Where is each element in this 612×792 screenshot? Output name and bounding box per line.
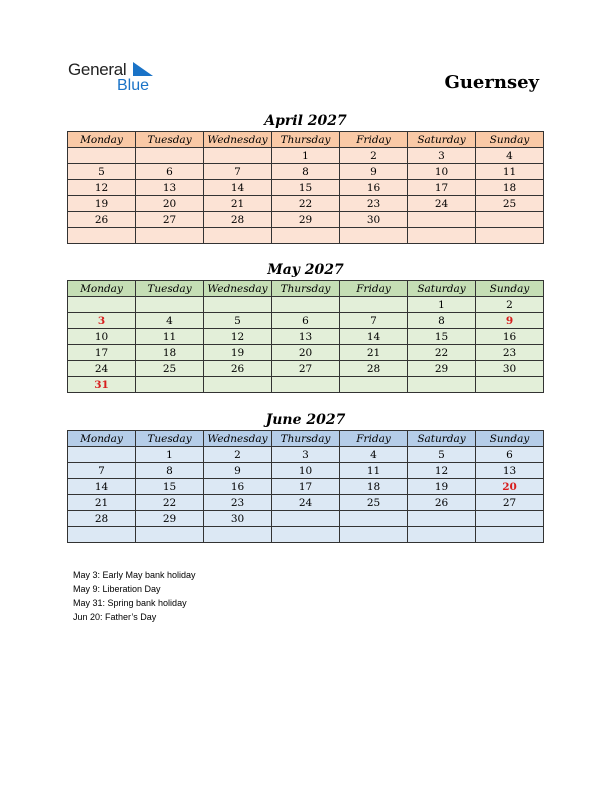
- empty-day-cell: [68, 527, 136, 543]
- day-cell: 8: [408, 313, 476, 329]
- empty-day-cell: [136, 377, 204, 393]
- day-cell: 27: [272, 361, 340, 377]
- empty-day-cell: [340, 377, 408, 393]
- empty-day-cell: [476, 228, 544, 244]
- day-cell: 17: [68, 345, 136, 361]
- day-cell: 23: [340, 196, 408, 212]
- logo-triangle-icon: [133, 62, 153, 76]
- weekday-header: Monday: [68, 281, 136, 297]
- day-cell: 3: [68, 313, 136, 329]
- empty-day-cell: [204, 297, 272, 313]
- day-cell: 9: [340, 164, 408, 180]
- day-cell: 21: [340, 345, 408, 361]
- day-cell: 9: [476, 313, 544, 329]
- weekday-header: Saturday: [408, 431, 476, 447]
- month-calendar: [67, 261, 544, 393]
- day-cell: 11: [136, 329, 204, 345]
- empty-day-cell: [272, 297, 340, 313]
- day-cell: 23: [476, 345, 544, 361]
- week-row: [68, 297, 544, 313]
- calendar-grid: [67, 131, 544, 244]
- day-cell: 15: [408, 329, 476, 345]
- brand-logo: [68, 60, 168, 96]
- day-cell: 26: [204, 361, 272, 377]
- day-cell: 17: [408, 180, 476, 196]
- weekday-header: Monday: [68, 431, 136, 447]
- day-cell: 25: [136, 361, 204, 377]
- day-cell: 5: [204, 313, 272, 329]
- empty-day-cell: [68, 148, 136, 164]
- day-cell: 5: [408, 447, 476, 463]
- weekday-header: Wednesday: [204, 431, 272, 447]
- day-cell: 2: [340, 148, 408, 164]
- day-cell: 27: [476, 495, 544, 511]
- day-cell: 30: [476, 361, 544, 377]
- month-title: May 2027: [267, 262, 344, 278]
- empty-day-cell: [204, 377, 272, 393]
- day-cell: 8: [272, 164, 340, 180]
- weekday-header: Thursday: [272, 431, 340, 447]
- day-cell: 6: [272, 313, 340, 329]
- day-cell: 24: [408, 196, 476, 212]
- day-cell: 13: [272, 329, 340, 345]
- day-cell: 18: [136, 345, 204, 361]
- day-cell: 20: [272, 345, 340, 361]
- week-row: [68, 180, 544, 196]
- week-row: [68, 164, 544, 180]
- day-cell: 17: [272, 479, 340, 495]
- day-cell: 19: [408, 479, 476, 495]
- day-cell: 27: [136, 212, 204, 228]
- day-cell: 10: [272, 463, 340, 479]
- weekday-header: Wednesday: [204, 132, 272, 148]
- day-cell: 28: [68, 511, 136, 527]
- day-cell: 10: [68, 329, 136, 345]
- day-cell: 1: [408, 297, 476, 313]
- day-cell: 2: [204, 447, 272, 463]
- day-cell: 14: [340, 329, 408, 345]
- day-cell: 24: [68, 361, 136, 377]
- week-row: [68, 447, 544, 463]
- day-cell: 23: [204, 495, 272, 511]
- day-cell: 16: [476, 329, 544, 345]
- empty-day-cell: [476, 511, 544, 527]
- empty-day-cell: [340, 297, 408, 313]
- weekday-header: Sunday: [476, 132, 544, 148]
- day-cell: 19: [68, 196, 136, 212]
- day-cell: 14: [204, 180, 272, 196]
- day-cell: 30: [204, 511, 272, 527]
- week-row: [68, 527, 544, 543]
- day-cell: 30: [340, 212, 408, 228]
- weekday-header: Friday: [340, 431, 408, 447]
- empty-day-cell: [408, 511, 476, 527]
- day-cell: 9: [204, 463, 272, 479]
- day-cell: 7: [340, 313, 408, 329]
- month-title: June 2027: [265, 412, 346, 428]
- month-calendar: [67, 411, 544, 543]
- empty-day-cell: [408, 228, 476, 244]
- empty-day-cell: [340, 511, 408, 527]
- day-cell: 4: [136, 313, 204, 329]
- day-cell: 7: [68, 463, 136, 479]
- day-cell: 4: [476, 148, 544, 164]
- week-row: [68, 495, 544, 511]
- day-cell: 24: [272, 495, 340, 511]
- empty-day-cell: [204, 148, 272, 164]
- day-cell: 19: [204, 345, 272, 361]
- empty-day-cell: [272, 511, 340, 527]
- week-row: [68, 196, 544, 212]
- day-cell: 16: [204, 479, 272, 495]
- day-cell: 1: [136, 447, 204, 463]
- holiday-note: May 9: Liberation Day: [73, 584, 161, 594]
- day-cell: 5: [68, 164, 136, 180]
- empty-day-cell: [340, 228, 408, 244]
- empty-day-cell: [204, 228, 272, 244]
- day-cell: 18: [340, 479, 408, 495]
- empty-day-cell: [272, 527, 340, 543]
- week-row: [68, 329, 544, 345]
- calendar-grid: [67, 280, 544, 393]
- day-cell: 22: [272, 196, 340, 212]
- week-row: [68, 463, 544, 479]
- day-cell: 12: [408, 463, 476, 479]
- day-cell: 26: [408, 495, 476, 511]
- day-cell: 1: [272, 148, 340, 164]
- empty-day-cell: [476, 212, 544, 228]
- holiday-note: May 31: Spring bank holiday: [73, 598, 187, 608]
- day-cell: 10: [408, 164, 476, 180]
- day-cell: 21: [204, 196, 272, 212]
- day-cell: 21: [68, 495, 136, 511]
- empty-day-cell: [476, 377, 544, 393]
- weekday-header: Saturday: [408, 281, 476, 297]
- day-cell: 6: [476, 447, 544, 463]
- day-cell: 6: [136, 164, 204, 180]
- day-cell: 20: [476, 479, 544, 495]
- weekday-header: Monday: [68, 132, 136, 148]
- day-cell: 20: [136, 196, 204, 212]
- empty-day-cell: [136, 297, 204, 313]
- weekday-header: Tuesday: [136, 281, 204, 297]
- weekday-header: Saturday: [408, 132, 476, 148]
- day-cell: 15: [136, 479, 204, 495]
- calendar-grid: [67, 430, 544, 543]
- week-row: [68, 361, 544, 377]
- day-cell: 2: [476, 297, 544, 313]
- country-title: Guernsey: [444, 72, 539, 93]
- day-cell: 15: [272, 180, 340, 196]
- weekday-header: Thursday: [272, 132, 340, 148]
- day-cell: 25: [476, 196, 544, 212]
- day-cell: 26: [68, 212, 136, 228]
- week-row: [68, 212, 544, 228]
- day-cell: 13: [136, 180, 204, 196]
- month-calendar: [67, 112, 544, 244]
- holiday-note: May 3: Early May bank holiday: [73, 570, 196, 580]
- weekday-header: Tuesday: [136, 431, 204, 447]
- day-cell: 13: [476, 463, 544, 479]
- week-row: [68, 228, 544, 244]
- empty-day-cell: [204, 527, 272, 543]
- day-cell: 8: [136, 463, 204, 479]
- day-cell: 16: [340, 180, 408, 196]
- holiday-notes: [73, 568, 196, 624]
- empty-day-cell: [408, 377, 476, 393]
- day-cell: 29: [136, 511, 204, 527]
- day-cell: 12: [68, 180, 136, 196]
- day-cell: 29: [272, 212, 340, 228]
- empty-day-cell: [272, 377, 340, 393]
- day-cell: 31: [68, 377, 136, 393]
- week-row: [68, 148, 544, 164]
- week-row: [68, 377, 544, 393]
- empty-day-cell: [68, 297, 136, 313]
- weekday-header: Sunday: [476, 281, 544, 297]
- day-cell: 11: [476, 164, 544, 180]
- weekday-header: Sunday: [476, 431, 544, 447]
- week-row: [68, 345, 544, 361]
- day-cell: 14: [68, 479, 136, 495]
- weekday-header: Friday: [340, 132, 408, 148]
- empty-day-cell: [408, 527, 476, 543]
- day-cell: 29: [408, 361, 476, 377]
- day-cell: 28: [204, 212, 272, 228]
- weekday-header-row: [68, 281, 544, 297]
- empty-day-cell: [136, 228, 204, 244]
- weekday-header: Friday: [340, 281, 408, 297]
- day-cell: 18: [476, 180, 544, 196]
- week-row: [68, 313, 544, 329]
- day-cell: 25: [340, 495, 408, 511]
- day-cell: 3: [408, 148, 476, 164]
- weekday-header-row: [68, 431, 544, 447]
- weekday-header: Thursday: [272, 281, 340, 297]
- day-cell: 7: [204, 164, 272, 180]
- week-row: [68, 479, 544, 495]
- empty-day-cell: [408, 212, 476, 228]
- day-cell: 28: [340, 361, 408, 377]
- empty-day-cell: [68, 447, 136, 463]
- logo-text-general: General: [68, 60, 127, 79]
- logo-text-blue: Blue: [117, 77, 150, 94]
- holiday-note: Jun 20: Father’s Day: [73, 612, 157, 622]
- week-row: [68, 511, 544, 527]
- weekday-header: Tuesday: [136, 132, 204, 148]
- day-cell: 22: [408, 345, 476, 361]
- empty-day-cell: [136, 527, 204, 543]
- day-cell: 11: [340, 463, 408, 479]
- empty-day-cell: [272, 228, 340, 244]
- empty-day-cell: [476, 527, 544, 543]
- day-cell: 4: [340, 447, 408, 463]
- month-title: April 2027: [264, 113, 347, 129]
- weekday-header: Wednesday: [204, 281, 272, 297]
- empty-day-cell: [68, 228, 136, 244]
- day-cell: 3: [272, 447, 340, 463]
- empty-day-cell: [340, 527, 408, 543]
- day-cell: 22: [136, 495, 204, 511]
- weekday-header-row: [68, 132, 544, 148]
- empty-day-cell: [136, 148, 204, 164]
- day-cell: 12: [204, 329, 272, 345]
